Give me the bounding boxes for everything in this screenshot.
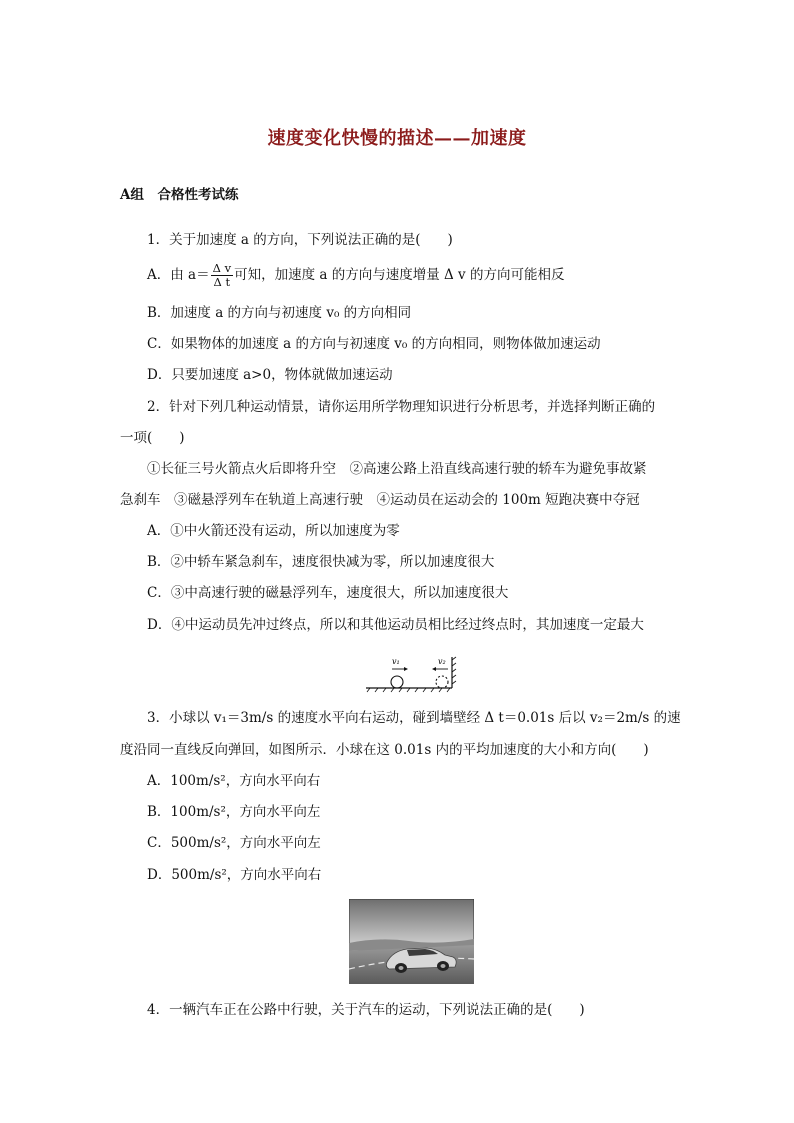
q1-option-d: D．只要加速度 a>0，物体就做加速运动 [147,367,393,383]
q2-stem-line1: 2．针对下列几种运动情景，请你运用所学物理知识进行分析思考，并选择判断正确的 [147,399,656,415]
q2-scenes-line2: 急刹车 ③磁悬浮列车在轨道上高速行驶 ④运动员在运动会的 100m 短跑决赛中夺冠 [120,492,640,508]
q3-stem-line1: 3．小球以 v₁＝3m/s 的速度水平向右运动，碰到墙壁经 Δ t＝0.01s 后以 v₂＝2m/s 的速 [147,710,681,726]
v2-arrowhead [432,667,436,671]
q1-stem: 1．关于加速度 a 的方向，下列说法正确的是( ) [147,232,453,248]
car-photo [349,899,474,984]
q1-option-a [147,262,564,289]
q1-option-a-eq: a＝ [188,267,210,283]
q1-option-a-prefix: A．由 [147,267,189,283]
q2-stem-line2: 一项( ) [120,430,185,446]
q1-option-a-text: 可知，加速度 a 的方向与速度增量 Δ v 的方向可能相反 [234,267,565,283]
q3-option-b: B．100m/s²，方向水平向左 [147,804,321,820]
ball-wall-figure [364,655,464,693]
q1-option-c: C．如果物体的加速度 a 的方向与初速度 v₀ 的方向相同，则物体做加速运动 [147,336,601,352]
q1-fraction-den: Δ t [213,275,231,289]
page-title: 速度变化快慢的描述——加速度 [267,128,527,149]
q1-option-b: B．加速度 a 的方向与初速度 v₀ 的方向相同 [147,305,412,321]
q2-option-a: A．①中火箭还没有运动，所以加速度为零 [147,523,400,539]
q2-option-d: D．④中运动员先冲过终点，所以和其他运动员相比经过终点时，其加速度一定最大 [147,617,644,633]
q3-option-c: C．500m/s²，方向水平向左 [147,835,321,851]
q2-scenes-line1: ①长征三号火箭点火后即将升空 ②高速公路上沿直线高速行驶的轿车为避免事故紧 [147,461,647,477]
wall-hatching [452,657,456,684]
q1-fraction-num: Δ v [212,261,232,275]
q1-fraction [211,262,233,289]
ball-rebound [436,676,448,688]
q3-option-d: D．500m/s²，方向水平向右 [147,867,322,883]
v1-label: v₁ [392,657,400,666]
v2-label: v₂ [438,657,446,666]
q2-option-c: C．③中高速行驶的磁悬浮列车，速度很大，所以加速度很大 [147,585,509,601]
q2-option-b: B．②中轿车紧急刹车，速度很快减为零，所以加速度很大 [147,554,495,570]
v1-arrowhead [404,667,408,671]
q3-stem-line2: 度沿同一直线反向弹回，如图所示．小球在这 0.01s 内的平均加速度的大小和方向( ) [120,742,649,758]
q4-stem: 4．一辆汽车正在公路中行驶，关于汽车的运动，下列说法正确的是( ) [147,1002,585,1018]
ball-incoming [391,676,403,688]
q3-option-a: A．100m/s²，方向水平向右 [147,773,321,789]
section-heading: A组 合格性考试练 [120,187,239,203]
